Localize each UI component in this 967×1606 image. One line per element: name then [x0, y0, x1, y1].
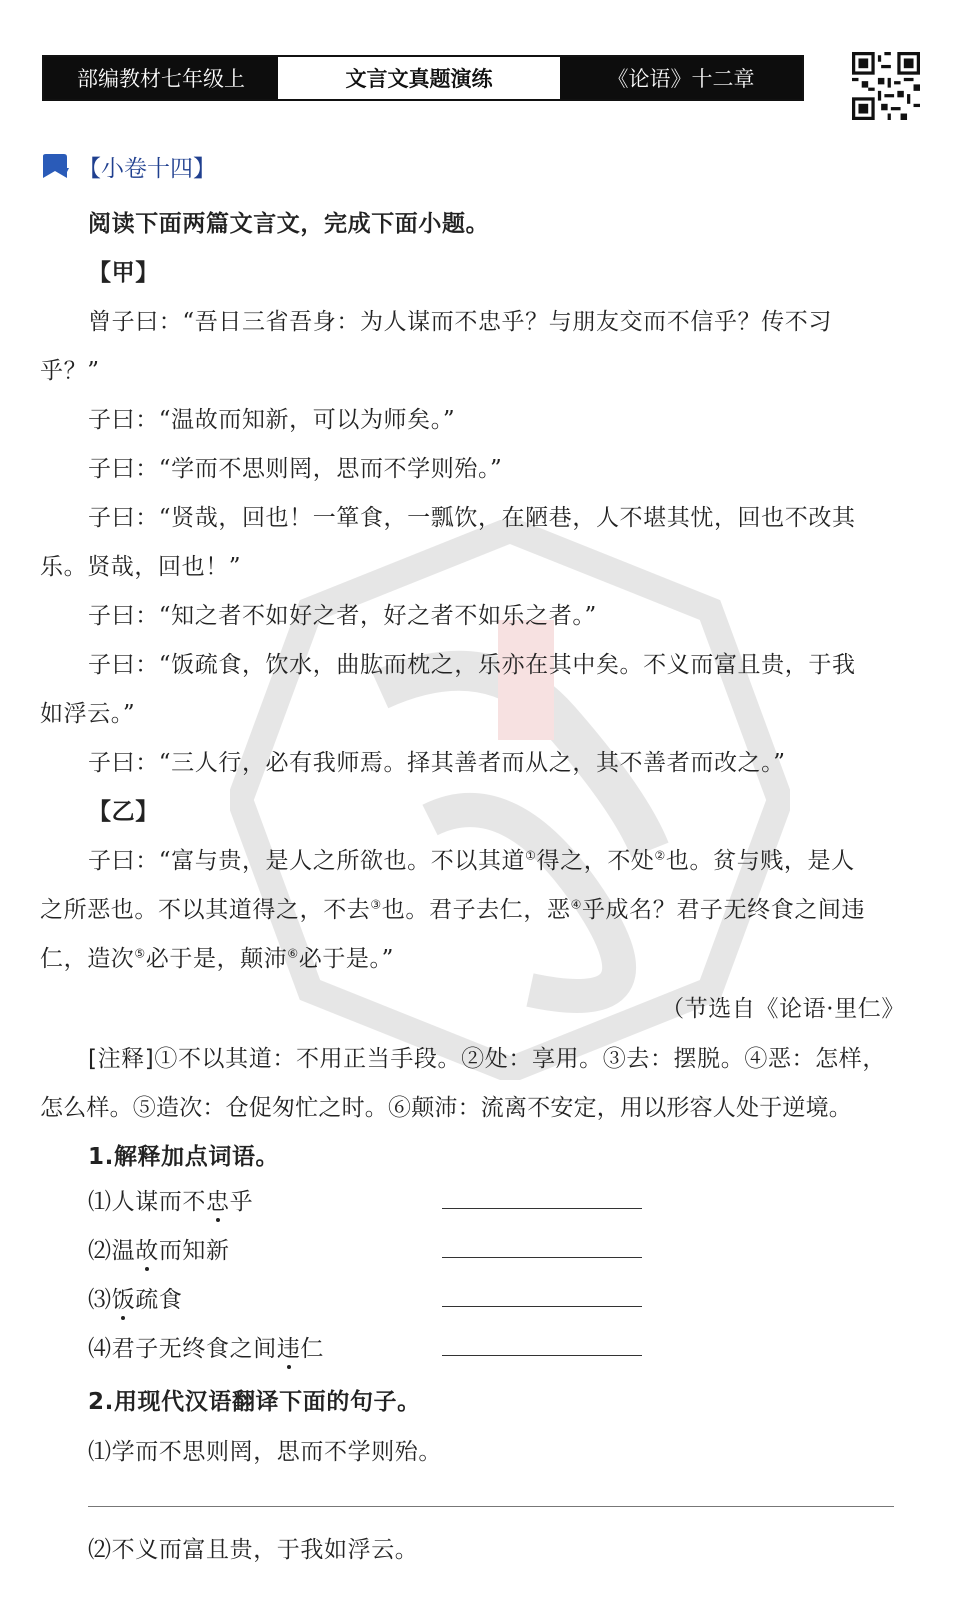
dotted-word: 忠: [206, 1189, 230, 1215]
question-2-item: ⑵不义而富且贵，于我如浮云。: [88, 1537, 419, 1563]
notes-label: [注释]: [88, 1046, 155, 1072]
qr-code-icon: [852, 52, 920, 120]
header-chapter: 《论语》十二章: [560, 57, 802, 99]
answer-blank[interactable]: [442, 1306, 642, 1307]
passage-jia-line: 子曰：“饭疏食，饮水，曲肱而枕之，乐亦在其中矣。不义而富且贵，于我: [88, 652, 856, 678]
header-title: 文言文真题演练: [278, 57, 560, 99]
passage-jia-label: 【甲】: [88, 260, 159, 286]
passage-jia-line: 如浮云。”: [40, 701, 136, 727]
passage-jia-line: 子曰：“学而不思则罔，思而不学则殆。”: [88, 456, 503, 482]
passage-jia-line: 子曰：“三人行，必有我师焉。择其善者而从之，其不善者而改之。”: [88, 750, 786, 776]
dotted-word: 饭: [111, 1287, 136, 1313]
passage-yi-label: 【乙】: [88, 799, 159, 825]
passage-source: （节选自《论语·里仁》: [661, 996, 905, 1022]
passage-jia-line: 子曰：“知之者不如好之者，好之者不如乐之者。”: [88, 603, 597, 629]
question-1-title: 1.解释加点词语。: [88, 1144, 280, 1170]
passage-yi-line: 仁，造次⑤必于是，颠沛⑥必于是。”: [40, 946, 394, 972]
reading-instruction: 阅读下面两篇文言文，完成下面小题。: [88, 211, 490, 237]
answer-line[interactable]: [88, 1506, 894, 1507]
passage-jia-line: 乐。贤哉，回也！”: [40, 554, 242, 580]
answer-blank[interactable]: [442, 1208, 642, 1209]
header-grade: 部编教材七年级上: [44, 57, 278, 99]
question-2-title: 2.用现代汉语翻译下面的句子。: [88, 1389, 421, 1415]
bookmark-icon: [42, 154, 70, 180]
notes-line: [注释]①不以其道：不用正当手段。②处：享用。③去：摆脱。④恶：怎样，: [88, 1046, 886, 1072]
passage-jia-line: 子曰：“贤哉，回也！一箪食，一瓢饮，在陋巷，人不堪其忧，回也不改其: [88, 505, 856, 531]
watermark-seal-text: 语文: [275, 110, 299, 152]
header-bar: [42, 55, 804, 101]
dotted-word: 违: [276, 1336, 301, 1362]
passage-jia-line: 乎？”: [40, 358, 100, 384]
passage-jia-line: 子曰：“温故而知新，可以为师矣。”: [88, 407, 456, 433]
question-1-item: ⑵温故而知新: [88, 1238, 230, 1264]
passage-yi-line: 之所恶也。不以其道得之，不去③也。君子去仁，恶④乎成名？君子无终食之间违: [40, 897, 866, 923]
answer-blank[interactable]: [442, 1257, 642, 1258]
passage-jia-line: 曾子曰：“吾日三省吾身：为人谋而不忠乎？与朋友交而不信乎？传不习: [88, 309, 832, 335]
notes-line: 怎么样。⑤造次：仓促匆忙之时。⑥颠沛：流离不安定，用以形容人处于逆境。: [40, 1095, 852, 1121]
section-header: [42, 150, 216, 183]
question-1-item: ⑷君子无终食之间违仁: [88, 1336, 325, 1362]
passage-yi-line: 子曰：“富与贵，是人之所欲也。不以其道①得之，不处②也。贫与贱，是人: [88, 848, 855, 874]
section-title: 【小卷十四】: [78, 156, 216, 182]
question-1-item: ⑴人谋而不忠乎: [88, 1189, 254, 1215]
question-2-item: ⑴学而不思则罔，思而不学则殆。: [88, 1439, 442, 1465]
dotted-word: 故: [135, 1238, 159, 1264]
question-1-item: ⑶饭疏食: [88, 1287, 183, 1313]
answer-blank[interactable]: [442, 1355, 642, 1356]
